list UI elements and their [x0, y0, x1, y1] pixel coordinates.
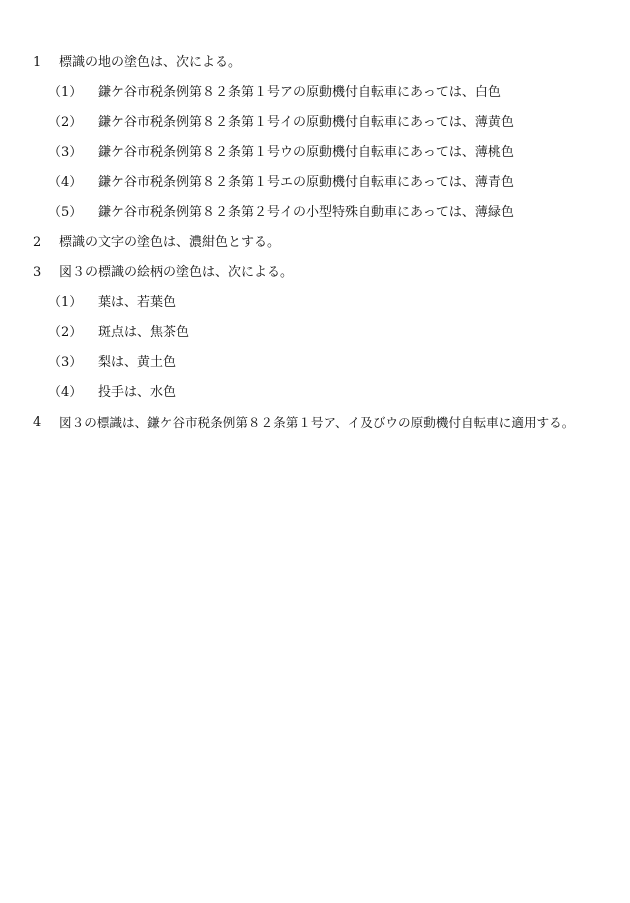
item-text: 標識の文字の塗色は、濃紺色とする。	[59, 235, 281, 250]
subitem-number: （1）	[48, 85, 83, 100]
subitem-number: （2）	[48, 325, 83, 340]
subitem-text: 鎌ケ谷市税条例第８２条第１号ウの原動機付自転車にあっては、薄桃色	[98, 145, 514, 160]
subitem-text: 鎌ケ谷市税条例第８２条第２号イの小型特殊自動車にあっては、薄緑色	[98, 205, 514, 220]
item-number: 4	[33, 415, 42, 430]
subitem-text: 鎌ケ谷市税条例第８２条第１号エの原動機付自転車にあっては、薄青色	[98, 175, 514, 190]
item-text: 図３の標識の絵柄の塗色は、次による。	[59, 265, 294, 280]
subitem-text: 葉は、若葉色	[98, 295, 177, 310]
item-text: 標識の地の塗色は、次による。	[59, 55, 242, 70]
subitem-text: 投手は、水色	[98, 385, 177, 400]
subitem-text: 鎌ケ谷市税条例第８２条第１号イの原動機付自転車にあっては、薄黄色	[98, 115, 514, 130]
subitem-number: （4）	[48, 385, 83, 400]
subitem-text: 鎌ケ谷市税条例第８２条第１号アの原動機付自転車にあっては、白色	[98, 85, 501, 100]
subitem-number: （5）	[48, 205, 83, 220]
item-number: 3	[33, 265, 42, 280]
subitem-number: （3）	[48, 355, 83, 370]
subitem-number: （1）	[48, 295, 83, 310]
item-number: 1	[33, 55, 42, 70]
subitem-text: 斑点は、焦茶色	[98, 325, 190, 340]
subitem-number: （3）	[48, 145, 83, 160]
subitem-number: （2）	[48, 115, 83, 130]
item-text: 図３の標識は、鎌ケ谷市税条例第８２条第１号ア、イ及びウの原動機付自転車に適用する。	[59, 415, 575, 430]
subitem-number: （4）	[48, 175, 83, 190]
item-number: 2	[33, 235, 42, 250]
subitem-text: 梨は、黄土色	[98, 355, 177, 370]
